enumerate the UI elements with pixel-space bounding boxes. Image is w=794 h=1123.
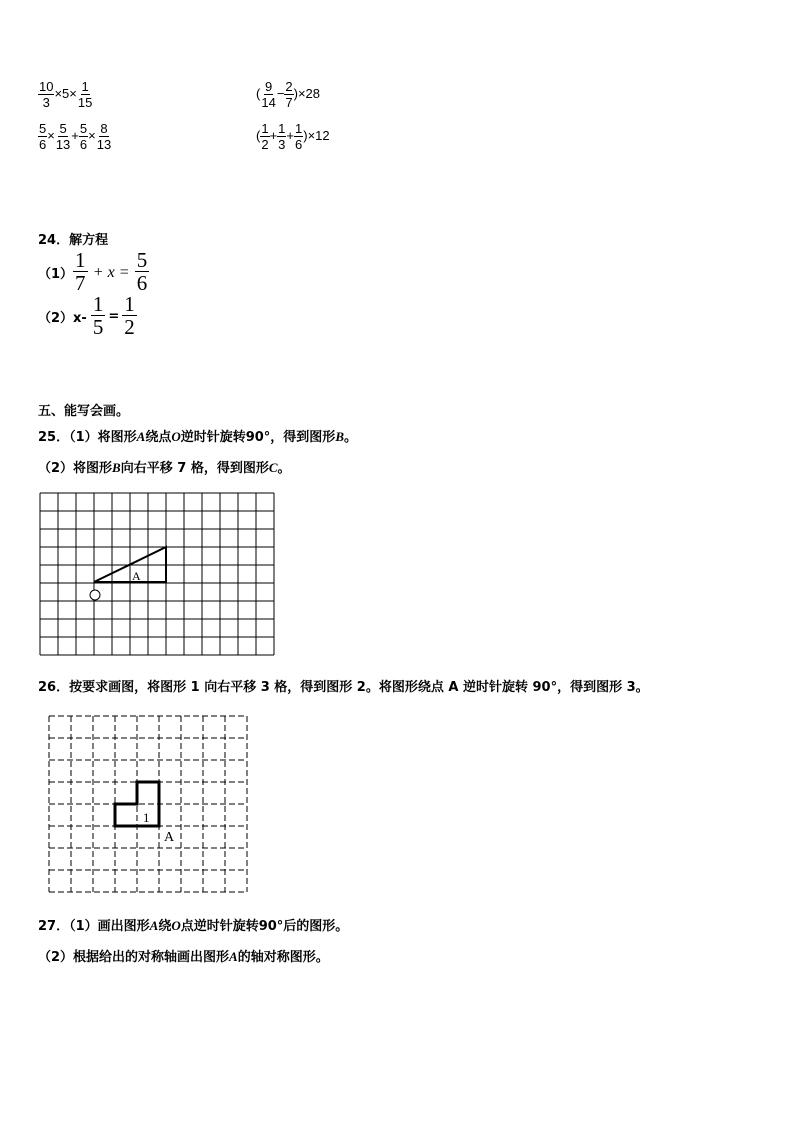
q25-line-1: 25．（1）将图形A绕点O逆时针旋转90°，得到图形B。 [38,429,357,445]
fraction: $\frac{5}{6}$ [39,121,47,152]
fraction: $\frac{1}{5}$ [92,292,104,339]
fraction: $\frac{5}{13}$ [55,121,71,152]
q24-equation-2: （2）x- $\frac{1}{5}$ = $\frac{1}{2}$ [38,292,135,339]
expr-4: ( $\frac{1}{2}$ + $\frac{1}{3}$ + $\frac{1}{6}$ )×12 [256,121,330,152]
fraction: $\frac{1}{15}$ [77,79,93,110]
fraction: $\frac{1}{2}$ [261,121,269,152]
section-heading: 五、能写会画。 [38,404,130,419]
fraction: $\frac{1}{7}$ [75,248,86,295]
fraction: $\frac{1}{6}$ [295,121,303,152]
fraction: $\frac{5}{6}$ [136,248,148,295]
fraction: $\frac{5}{6}$ [79,121,88,152]
q25-line-2: （2）将图形B向右平移 7 格，得到图形C。 [38,460,291,476]
q27-line-2: （2）根据给出的对称轴画出图形A的轴对称图形。 [38,949,329,965]
fraction: $\frac{10}{3}$ [39,79,54,110]
q25-label-A: A [132,569,141,583]
fraction: $\frac{2}{7}$ [285,79,293,110]
q27-line-1: 27．（1）画出图形A绕O点逆时针旋转90°后的图形。 [38,918,349,934]
fraction: $\frac{8}{13}$ [96,121,112,152]
q24-equation-1: （1） $\frac{1}{7}$ + x = $\frac{5}{6}$ [38,248,148,295]
fraction: $\frac{1}{2}$ [124,292,135,339]
expr-2: ( $\frac{9}{14}$ − $\frac{2}{7}$ )×28 [256,79,321,110]
expr-1: $\frac{10}{3}$ ×5× $\frac{1}{15}$ [39,79,93,110]
q26-dashed-grid [49,716,247,892]
fraction: $\frac{9}{14}$ [261,79,276,110]
expr-3: $\frac{5}{6}$ × $\frac{5}{13}$ + $\frac{5}{6}$ × $\frac{8}{13}$ [39,121,112,152]
q26-label-1: 1 [143,810,150,825]
q24-title: 24．解方程 [38,233,109,248]
q26-label-A: A [164,830,175,845]
fraction: $\frac{1}{3}$ [278,121,286,152]
q26-text: 26．按要求画图，将图形 1 向右平移 3 格，得到图形 2。将图形绕点 A 逆时针旋转 90°，得到图形 3。 [38,680,649,695]
